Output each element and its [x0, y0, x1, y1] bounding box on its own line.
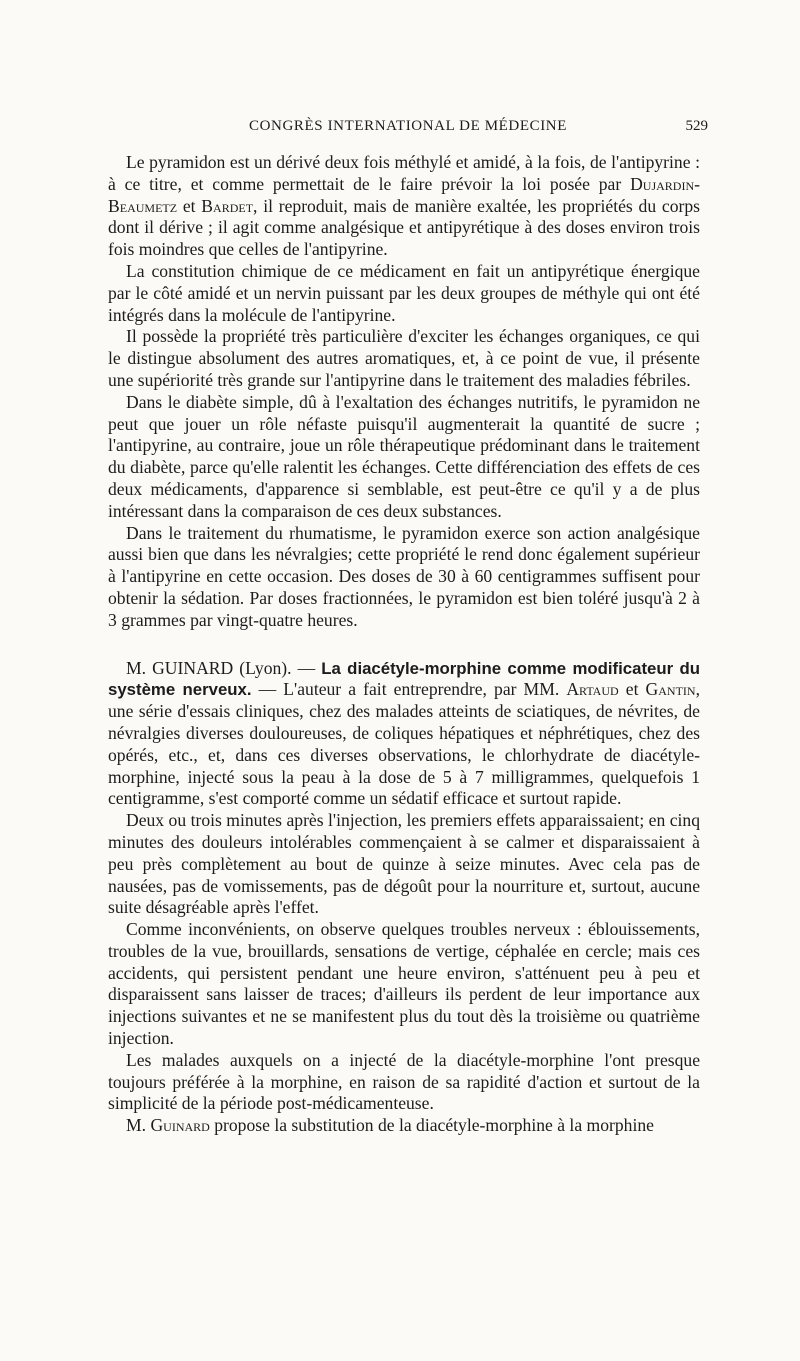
paragraph-substitution [108, 1115, 700, 1137]
paragraph-rhumatisme: Dans le traitement du rhumatisme, le pyramidon exerce son action analgésique aussi bien que dans les névralgies; cette propriété le rend donc également supérieur à l'antipyrine en cette occasion. Des doses de 30 à 60 centigrammes suffisent pour obtenir la sédation. Par doses fractionnées, le pyramidon est bien toléré jusqu'à 2 à 3 grammes par vingt-quatre heures. [108, 522, 700, 630]
author-name: Gantin [645, 679, 696, 700]
paragraph-echanges: Il possède la propriété très particulière d'exciter les échanges organiques, ce qui le distingue absolument des autres aromatiques, et, à ce point de vue, il présente une supériorité très grande sur l'antipyrine dans le traitement des maladies fébriles. [108, 326, 700, 390]
text-run: propose la substitution de la diacétyle-morphine à la morphine [209, 1115, 654, 1136]
text-run: et [177, 195, 202, 216]
paragraph-malades: Les malades auxquels on a injecté de la diacétyle-morphine l'ont presque toujours préférée à la morphine, en raison de sa rapidité d'action et surtout de la simplicité de la période post-médicamenteuse. [108, 1049, 700, 1114]
paragraph-inconvenients: Comme inconvénients, on observe quelques troubles nerveux : éblouissements, troubles de la vue, brouillards, sensations de vertige, céphalée en cercle; mais ces accidents, qui persistent pendant une heure environ, s'atténuent peu à peu et disparaissent sans laisser de traces; d'ailleurs ils perdent de leur importance aux injections suivantes et ne se manifestent plus du tout dès la troisième ou quatrième injection. [108, 919, 700, 1049]
section-title: La diacétyle-morphine comme modificateur du système nerveux. [108, 658, 700, 700]
running-header [108, 118, 708, 142]
paragraph-pyramidon-intro [108, 152, 700, 261]
text-run: , une série d'essais cliniques, chez des malades atteints de sciatiques, de névrites, de névralgies diverses douloureuses, de coliques hépatiques et néphrétiques, chez des opérés, etc., et, dans ces diverses observations, le chlorhydrate de diacétyle-morphine, injecté sous la peau à la dose de 5 à 7 milligrammes, quelquefois 1 centigramme, s'est comporté comme un sédatif efficace et surtout rapide. [108, 679, 700, 809]
paragraph-effets: Deux ou trois minutes après l'injection, les premiers effets apparaissaient; en cinq minutes des douleurs intolérables commençaient à se calmer et disparaissaient à peu près complètement au bout de quinze à seize minutes. Avec cela pas de nausées, pas de vomissements, pas de dégoût pour la nourriture et, surtout, aucune suite désagréable après l'effet. [108, 810, 700, 918]
text-run: Le pyramidon est un dérivé deux fois méthylé et amidé, à la fois, de l'antipyrine : à ce titre, et comme permettait de le faire prévoir la loi posée par [108, 152, 700, 194]
paragraph-diabete: Dans le diabète simple, dû à l'exaltation des échanges nutritifs, le pyramidon ne peut que jouer un rôle néfaste puisqu'il augmenterait la quantité de sucre ; l'antipyrine, au contraire, joue un rôle thérapeutique prédominant dans le traitement du diabète, parce qu'elle ralentit les échanges. Cette différenciation des effets de ces deux médicaments, d'apparence si semblable, est peut-être ce qu'il y a de plus intéressant dans la comparaison de ces deux substances. [108, 391, 700, 521]
running-title: CONGRÈS INTERNATIONAL DE MÉDECINE [249, 118, 567, 134]
paragraph-guinard-intro [108, 658, 700, 811]
author-name: Dujardin-Beaumetz [108, 173, 700, 216]
text-run: et [618, 679, 646, 700]
text-run: , il reproduit, mais de manière exaltée, les propriétés du corps dont il dérive ; il agit comme analgésique et antipyrétique à des doses environ trois fois moindres que celles de l'antipyrine. [108, 195, 701, 260]
paragraph-constitution: La constitution chimique de ce médicament en fait un antipyrétique énergique par le côté amidé et un nervin puissant par les deux groupes de méthyle qui ont été intégrés dans la molécule de l'antipyrine. [108, 260, 700, 325]
article-body [108, 152, 700, 1137]
text-run: M. [126, 1115, 151, 1136]
section-author: M. GUINARD (Lyon). — [126, 657, 322, 678]
author-name: Guinard [150, 1115, 210, 1136]
author-name: Artaud [566, 679, 619, 700]
section-gap [108, 632, 700, 658]
page-number: 529 [685, 118, 708, 134]
author-name: Bardet [201, 195, 254, 216]
text-run: — L'auteur a fait entreprendre, par MM. [251, 679, 567, 700]
